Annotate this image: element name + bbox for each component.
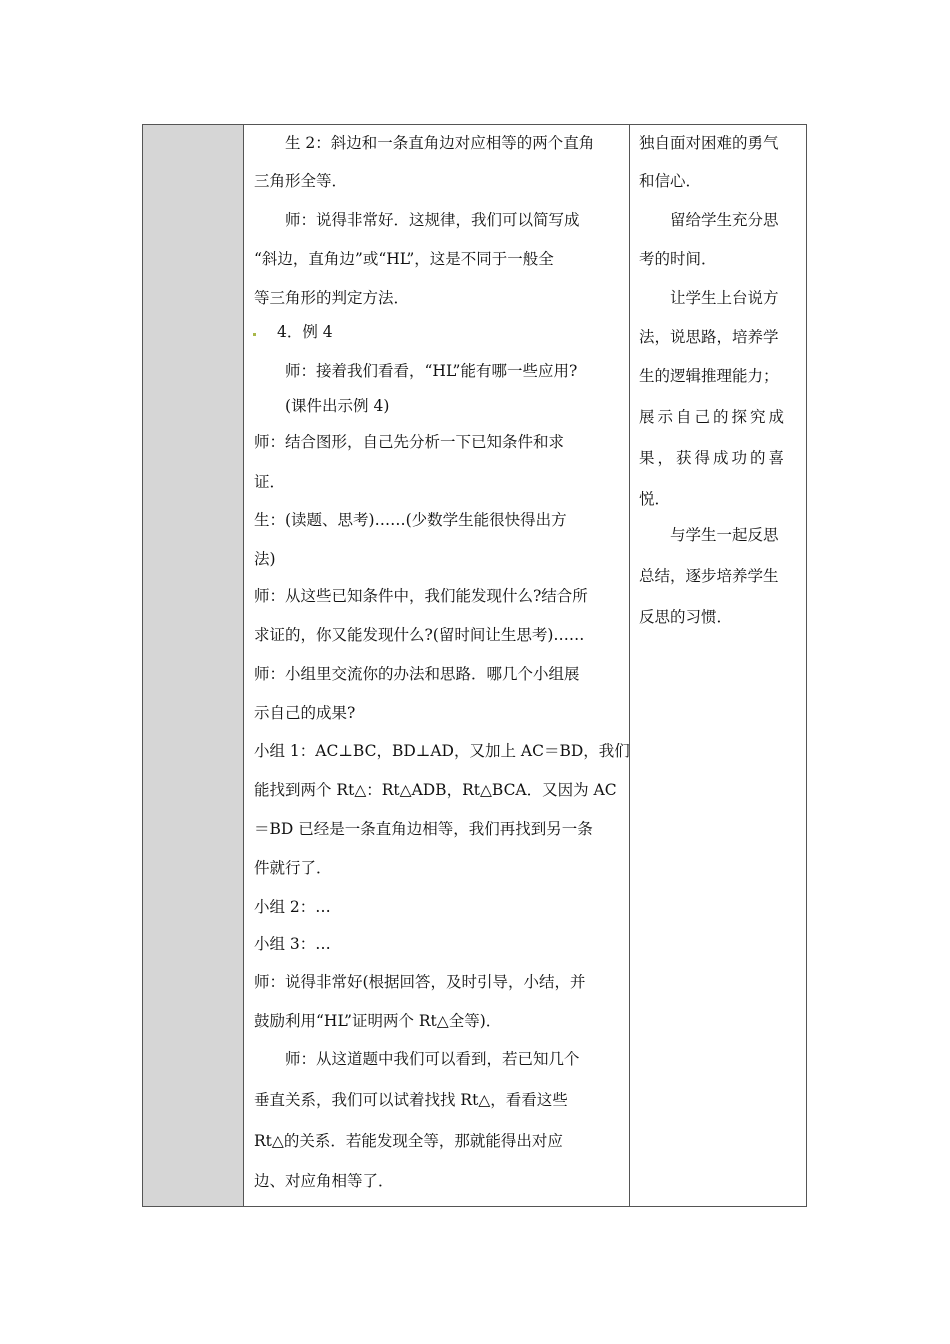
- text-line: 小组 3：…: [254, 935, 331, 953]
- text-line: 师：从这道题中我们可以看到，若已知几个: [285, 1050, 580, 1068]
- text-line: 反思的习惯．: [639, 608, 733, 626]
- text-line: 师：接着我们看看，“HL”能有哪一些应用?: [285, 362, 578, 380]
- text-line: 让学生上台说方: [670, 289, 779, 307]
- text-line: 小组 1：AC⊥BC，BD⊥AD，又加上 AC＝BD，我们: [254, 742, 630, 760]
- text-line: (课件出示例 4): [285, 397, 390, 415]
- text-line: 能找到两个 Rt△：Rt△ADB，Rt△BCA．又因为 AC: [254, 781, 617, 799]
- text-line: 生：(读题、思考)……(少数学生能很快得出方: [254, 511, 567, 529]
- text-line: 与学生一起反思: [670, 526, 779, 544]
- text-line: 求证的，你又能发现什么?(留时间让生思考)……: [254, 626, 585, 644]
- text-line: 证．: [254, 473, 286, 491]
- text-line: 师：结合图形，自己先分析一下已知条件和求: [254, 433, 565, 451]
- text-line: 展示自己的探究成: [639, 408, 788, 426]
- text-line: 示自己的成果?: [254, 704, 356, 722]
- text-line: 独自面对困难的勇气: [639, 134, 779, 152]
- text-line: 师：小组里交流你的办法和思路．哪几个小组展: [254, 665, 580, 683]
- text-line: 垂直关系，我们可以试着找找 Rt△，看看这些: [254, 1091, 568, 1109]
- text-line: ＝BD 已经是一条直角边相等，我们再找到另一条: [254, 820, 593, 838]
- text-line: 边、对应角相等了．: [254, 1172, 394, 1190]
- teaching-process-cell: [244, 125, 630, 1206]
- text-line: 果，获得成功的喜: [639, 449, 788, 467]
- text-line: 师：说得非常好．这规律，我们可以简写成: [285, 211, 580, 229]
- text-line: 留给学生充分思: [670, 211, 779, 229]
- text-line: 三角形全等．: [254, 172, 348, 190]
- text-line: 悦．: [639, 490, 671, 508]
- text-line: 和信心．: [639, 172, 702, 190]
- text-line: 4．例 4: [277, 323, 333, 341]
- text-line: 师：说得非常好(根据回答，及时引导，小结，并: [254, 973, 586, 991]
- design-intent-cell: [630, 125, 806, 1206]
- text-line: 师：从这些已知条件中，我们能发现什么?结合所: [254, 587, 588, 605]
- text-line: Rt△的关系．若能发现全等，那就能得出对应: [254, 1132, 563, 1150]
- grey-column-cell: [143, 125, 244, 1206]
- text-line: 生 2：斜边和一条直角边对应相等的两个直角: [285, 134, 595, 152]
- text-line: “斜边，直角边”或“HL”，这是不同于一般全: [254, 250, 554, 268]
- lesson-table: [142, 124, 807, 1207]
- text-line: 小组 2：…: [254, 898, 331, 916]
- text-line: 法): [254, 550, 276, 568]
- text-line: 总结，逐步培养学生: [639, 567, 779, 585]
- text-line: 等三角形的判定方法．: [254, 289, 410, 307]
- text-line: 考的时间．: [639, 250, 717, 268]
- text-line: 生的逻辑推理能力；: [639, 367, 779, 385]
- text-line: 鼓励利用“HL”证明两个 Rt△全等)．: [254, 1012, 502, 1030]
- text-line: 法，说思路，培养学: [639, 328, 779, 346]
- text-line: 件就行了．: [254, 859, 332, 877]
